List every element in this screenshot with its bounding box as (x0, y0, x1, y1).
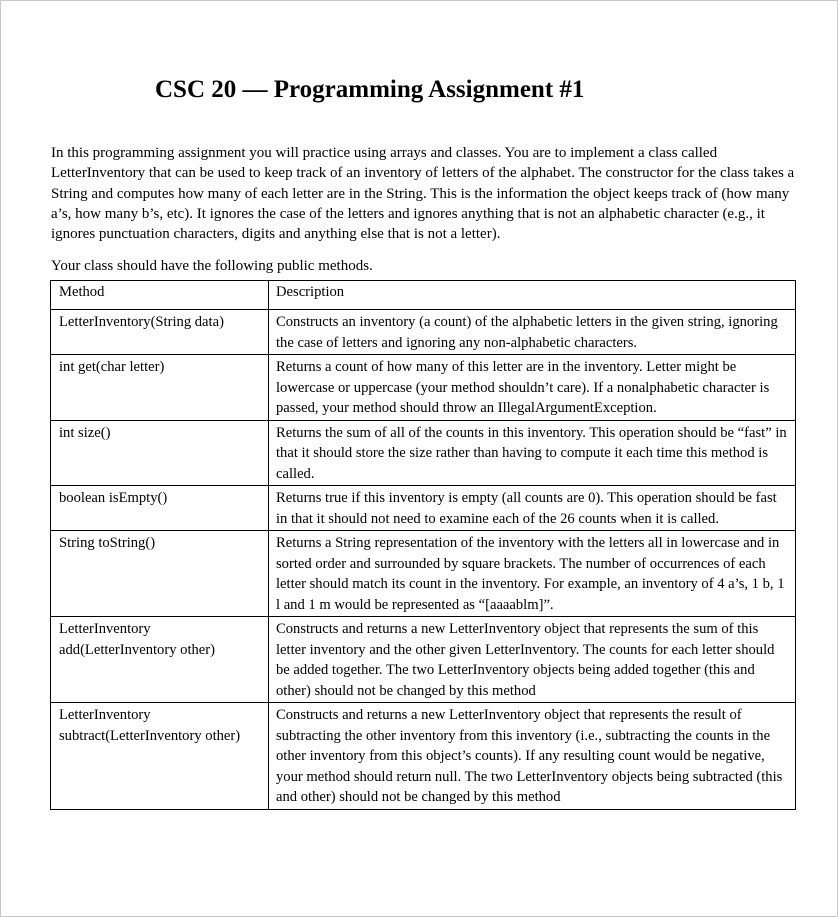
method-cell: boolean isEmpty() (51, 486, 269, 531)
description-cell: Returns a count of how many of this letter are in the inventory. Letter might be lowercase or uppercase (your method shouldn’t care). If a nonalphabetic character is passed, your method should throw an IllegalArgumentException. (269, 355, 796, 421)
intro-paragraph: In this programming assignment you will practice using arrays and classes. You are to implement a class called LetterInventory that can be used to keep track of an inventory of letters of the alphabet. The constructor for the class takes a String and computes how many of each letter are in the String. This is the information the object keeps track of (how many a’s, how many b’s, etc). It ignores the case of the letters and ignores anything that is not an alphabetic character (e.g., it ignores punctuation characters, digits and anything else that is not a letter). (51, 145, 795, 243)
description-cell: Constructs and returns a new LetterInventory object that represents the sum of this letter inventory and the other given LetterInventory. The counts for each letter should be added together. The two LetterInventory objects being added together (this and other) should not be changed by this method (269, 617, 796, 703)
methods-table (50, 280, 796, 810)
table-row (51, 486, 796, 531)
method-cell: int get(char letter) (51, 355, 269, 421)
method-cell: LetterInventory subtract(LetterInventory other) (51, 703, 269, 810)
description-cell: Constructs and returns a new LetterInventory object that represents the result of subtracting the other inventory from this inventory (i.e., subtracting the counts in the other inventory from this object’s counts). If any resulting count would be negative, your method should return null. The two LetterInventory objects being subtracted (this and other) should not be changed by this method (269, 703, 796, 810)
table-lead-text: Your class should have the following public methods. (51, 258, 373, 274)
table-row (51, 617, 796, 703)
table-header-row (51, 281, 796, 310)
table-row (51, 355, 796, 421)
description-cell: Returns true if this inventory is empty (all counts are 0). This operation should be fast in that it should not need to examine each of the 26 counts when it is called. (269, 486, 796, 531)
table-row (51, 703, 796, 810)
method-cell: LetterInventory(String data) (51, 310, 269, 355)
description-cell: Returns the sum of all of the counts in this inventory. This operation should be “fast” in that it should store the size rather than having to compute it each time this method is called. (269, 420, 796, 486)
table-row (51, 531, 796, 617)
method-cell: LetterInventory add(LetterInventory other) (51, 617, 269, 703)
method-cell: int size() (51, 420, 269, 486)
column-header-description: Description (269, 281, 796, 310)
page-title: CSC 20 — Programming Assignment #1 (155, 76, 585, 103)
method-cell: String toString() (51, 531, 269, 617)
column-header-method: Method (51, 281, 269, 310)
description-cell: Constructs an inventory (a count) of the alphabetic letters in the given string, ignoring the case of letters and ignoring any non-alphabetic characters. (269, 310, 796, 355)
table-row (51, 310, 796, 355)
description-cell: Returns a String representation of the inventory with the letters all in lowercase and in sorted order and surrounded by square brackets. The number of occurrences of each letter should match its count in the inventory. For example, an inventory of 4 a’s, 1 b, 1 l and 1 m would be represented as “[aaaablm]”. (269, 531, 796, 617)
table-row (51, 420, 796, 486)
